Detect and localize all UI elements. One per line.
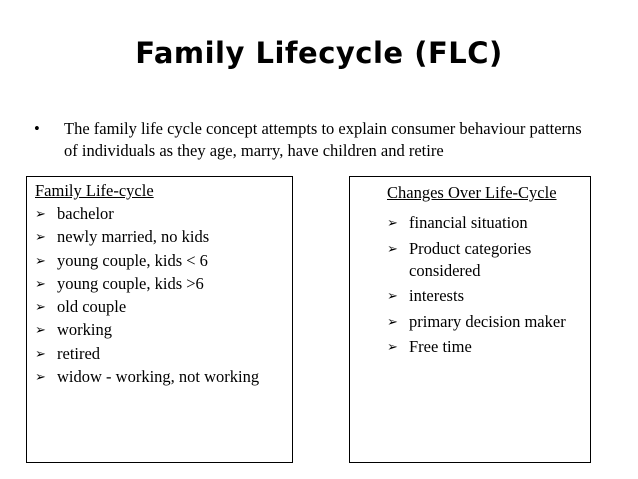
arrow-bullet-icon: ➢ [35, 229, 46, 245]
list-item: ➢ young couple, kids < 6 [35, 249, 284, 272]
arrow-bullet-icon: ➢ [387, 240, 398, 256]
changes-list [387, 212, 580, 358]
arrow-bullet-icon: ➢ [387, 313, 398, 329]
arrow-bullet-icon: ➢ [35, 345, 46, 361]
slide-title: Family Lifecycle (FLC) [135, 36, 503, 70]
family-lifecycle-box [26, 176, 293, 463]
list-item: ➢ newly married, no kids [35, 225, 284, 248]
list-item: ➢ Product categories considered [387, 238, 532, 280]
bullet-dot: • [34, 119, 40, 138]
arrow-bullet-icon: ➢ [35, 206, 46, 221]
list-item: ➢ Free time [387, 337, 472, 356]
family-lifecycle-heading: Family Life-cycle [35, 181, 154, 200]
arrow-bullet-icon: ➢ [387, 215, 398, 230]
list-item: ➢ working [35, 318, 284, 341]
changes-heading: Changes Over Life-Cycle [387, 183, 557, 202]
changes-over-lifecycle-box [349, 176, 591, 463]
list-item: ➢ widow - working, not working [35, 365, 284, 388]
arrow-bullet-icon: ➢ [35, 275, 46, 291]
arrow-bullet-icon: ➢ [387, 288, 398, 303]
arrow-bullet-icon: ➢ [35, 252, 46, 268]
list-item: ➢ financial situation [387, 213, 528, 232]
list-item: ➢ interests [387, 286, 464, 305]
arrow-bullet-icon: ➢ [35, 322, 46, 338]
family-lifecycle-list [35, 202, 284, 388]
intro-bullet [34, 118, 594, 162]
list-item: ➢ primary decision maker [387, 311, 566, 331]
list-item: ➢ retired [35, 342, 284, 365]
list-item: ➢ old couple [35, 295, 284, 318]
list-item: ➢ young couple, kids >6 [35, 272, 284, 295]
arrow-bullet-icon: ➢ [387, 339, 398, 354]
intro-text: The family life cycle concept attempts to explain consumer behaviour patterns of individuals as they age, marry, have children and retire [64, 119, 582, 160]
arrow-bullet-icon: ➢ [35, 299, 46, 315]
list-item: ➢ bachelor [35, 202, 284, 225]
arrow-bullet-icon: ➢ [35, 369, 46, 385]
